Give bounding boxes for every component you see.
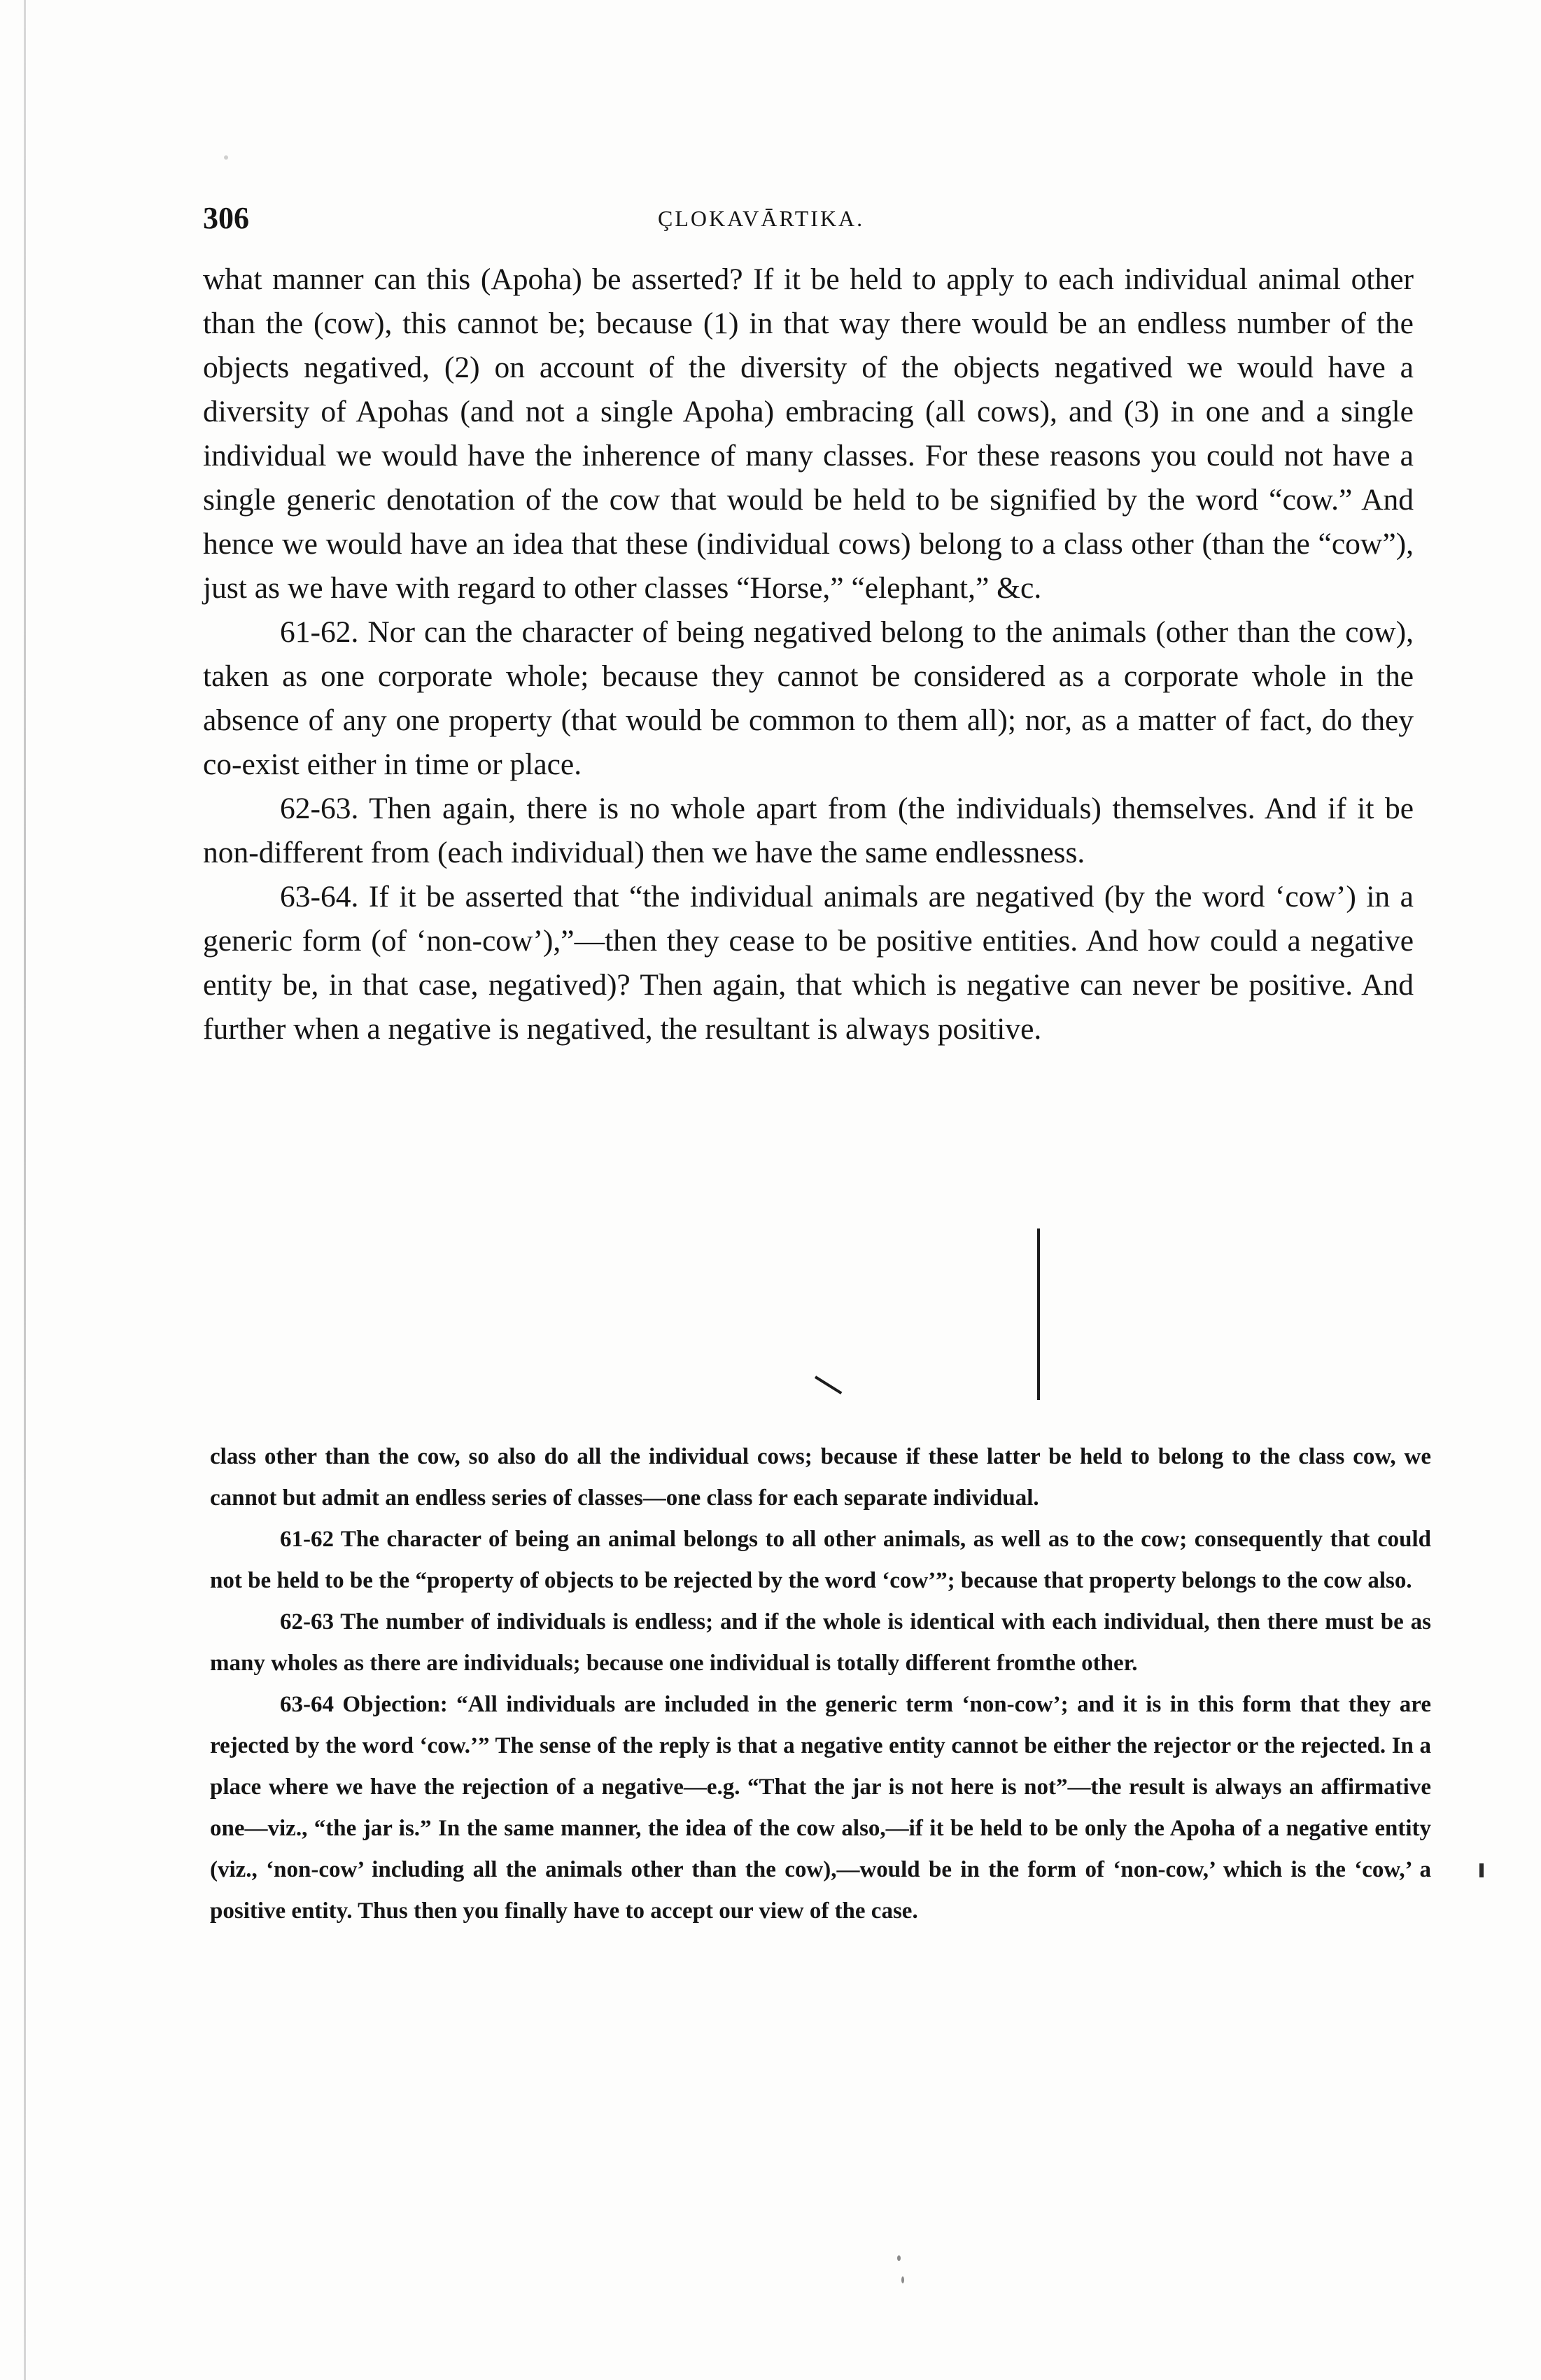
paragraph-continuation: what manner can this (Apoha) be asserted? If it be held to apply to each individual animal other than the (cow), this cannot be; because (1) in that way there would be an endless number of the objects negatived, (2) on account of the diversity of the objects negatived we would have a diversity of Apohas (and not a single Apoha) embracing (all cows), and (3) in one and a single individual we would have the inherence of many classes. For these reasons you could not have a single generic denotation of the cow that would be held to be signified by the word “cow.” And hence we would have an idea that these (individual cows) belong to a class other (than the “cow”), just as we have with regard to other classes “Horse,” “elephant,” &c.: [203, 262, 1414, 605]
pencil-mark-tick: [815, 1376, 842, 1394]
paragraph-61-62: 61-62. Nor can the character of being negatived belong to the animals (other than the cow), taken as one corporate whole; because they cannot be considered as a corporate whole in the absence of any one property (that would be common to them all); nor, as a matter of fact, do they co-exist either in time or place.: [203, 615, 1414, 781]
footnotes: [210, 1436, 1431, 1932]
scan-speck: [224, 155, 228, 160]
page-number: 306: [203, 201, 249, 235]
page-header: [203, 200, 1414, 242]
footnote-61-62: 61-62 The character of being an animal belongs to all other animals, as well as to the cow; consequently that could not be held to be the “property of objects to be rejected by the word ‘cow’”; because that property belongs to the cow also.: [210, 1527, 1431, 1593]
paragraph-62-63: 62-63. Then again, there is no whole apart from (the individuals) themselves. And if it be non-different from (each individual) then we have the same endlessness.: [203, 792, 1414, 869]
running-title: ÇLOKAVĀRTIKA.: [658, 206, 865, 231]
paragraph-63-64: 63-64. If it be asserted that “the individual animals are negatived (by the word ‘cow’) in a generic form (of ‘non-cow’),”—then they cease to be positive entities. And how could a negative entity be, in that case, negatived)? Then again, that which is negative can never be positive. And further when a negative is negatived, the resultant is always positive.: [203, 880, 1414, 1046]
scan-speck: [897, 2255, 901, 2261]
footnote-62-63: 62-63 The number of individuals is endless; and if the whole is identical with each individual, then there must be as many wholes as there are individuals; because one individual is totally different fromthe other.: [210, 1609, 1431, 1676]
margin-mark: [1479, 1863, 1484, 1877]
scan-speck: [901, 2276, 904, 2283]
pencil-mark-vertical: [1037, 1228, 1040, 1400]
footnote-continuation: class other than the cow, so also do all the individual cows; because if these latter be held to belong to the class cow, we cannot but admit an endless series of classes—one class for each separate individual.: [210, 1444, 1431, 1511]
footnote-63-64: 63-64 Objection: “All individuals are included in the generic term ‘non-cow’; and it is in this form that they are rejected by the word ‘cow.’” The sense of the reply is that a negative entity cannot be either the rejector or the rejected. In a place where we have the rejection of a negative—e.g. “That the jar is not here is not”—the result is always an affirmative one—viz., “the jar is.” In the same manner, the idea of the cow also,—if it be held to be only the Apoha of a negative entity (viz., ‘non-cow’ including all the animals other than the cow),—would be in the form of ‘non-cow,’ which is the ‘cow,’ a positive entity. Thus then you finally have to accept our view of the case.: [210, 1692, 1431, 1924]
main-text: [203, 258, 1414, 1051]
scan-edge-line: [24, 0, 26, 2380]
